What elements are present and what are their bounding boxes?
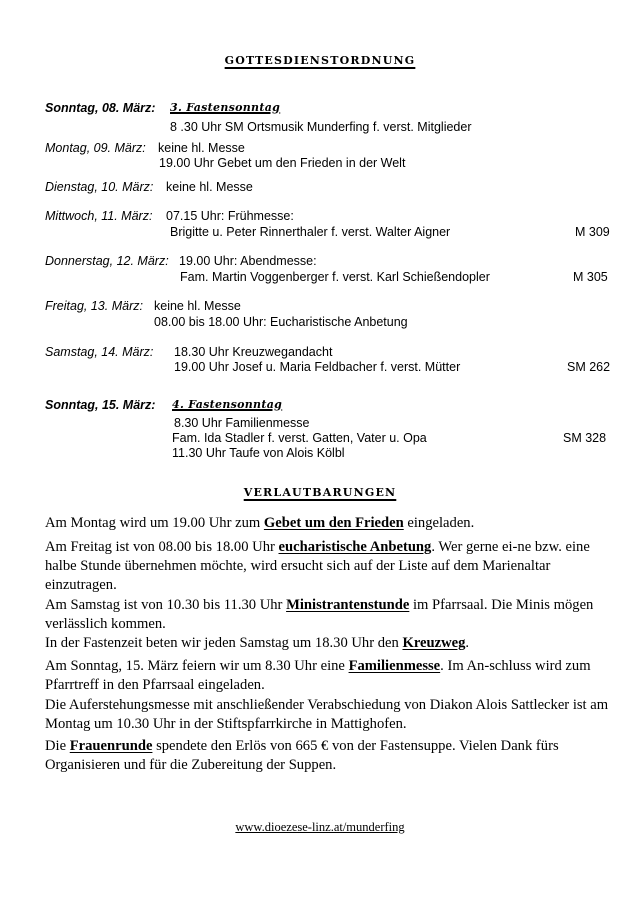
schedule-day: Mittwoch, 11. März: [45, 209, 153, 223]
schedule-day: Donnerstag, 12. März: [45, 254, 169, 268]
schedule-line: Brigitte u. Peter Rinnerthaler f. verst. Walter Aigner [170, 225, 451, 239]
schedule-special: 4. Fastensonntag [172, 398, 283, 411]
announcement: Die Auferstehungsmesse mit anschließender Verabschiedung von Diakon Alois Sattlecker ist am Montag um 10.30 Uhr in der Stiftspfarrkirche in Mattighofen. [45, 697, 609, 732]
schedule-day: Sonntag, 15. März: [45, 398, 156, 412]
schedule-line: keine hl. Messe [158, 141, 245, 155]
schedule-line: 8.30 Uhr Familienmesse [174, 416, 310, 430]
announcement: Die Frauenrunde spendete den Erlös von 665 € von der Fastensuppe. Vielen Dank fürs Organisieren und für die Zubereitung der Suppen. [45, 738, 559, 773]
schedule-line: 18.30 Uhr Kreuzwegandacht [174, 345, 333, 359]
schedule-line: keine hl. Messe [166, 180, 253, 194]
schedule-line: Fam. Ida Stadler f. verst. Gatten, Vater u. Opa [172, 431, 427, 445]
announcement-highlight: Frauenrunde [69, 738, 153, 754]
schedule-day: Freitag, 13. März: [45, 299, 143, 313]
website-link[interactable]: www.dioezese-linz.at/munderfing [235, 820, 405, 834]
schedule-line: 8 .30 Uhr SM Ortsmusik Munderfing f. verst. Mitglieder [170, 120, 472, 134]
schedule-line: Fam. Martin Voggenberger f. verst. Karl Schießendopler [180, 270, 490, 284]
schedule-line: 07.15 Uhr: Frühmesse: [166, 209, 294, 223]
announcement: In der Fastenzeit beten wir jeden Samstag um 18.30 Uhr den Kreuzweg. [45, 635, 470, 651]
announcement: Am Freitag ist von 08.00 bis 18.00 Uhr eucharistische Anbetung. Wer gerne ei-ne bzw. eine halbe Stunde übernehmen möchte, wird ersucht sich auf der Liste auf dem Marienaltar einzutragen. [45, 539, 590, 593]
announcement-highlight: Gebet um den Frieden [263, 515, 404, 531]
section-title: verlautbarungen [243, 482, 397, 500]
schedule-line: 19.00 Uhr Josef u. Maria Feldbacher f. verst. Mütter [174, 360, 461, 374]
intention-code: SM 262 [567, 360, 611, 374]
schedule-day: Dienstag, 10. März: [45, 180, 154, 194]
page-title: gottesdienstordnung [224, 50, 416, 68]
schedule-line: keine hl. Messe [154, 299, 241, 313]
intention-code: M 309 [575, 225, 610, 239]
schedule-line: 19.00 Uhr Gebet um den Frieden in der Welt [159, 156, 406, 170]
intention-code: M 305 [573, 270, 608, 284]
announcement-highlight: Kreuzweg [402, 635, 466, 651]
announcement: Am Montag wird um 19.00 Uhr zum Gebet um den Frieden eingeladen. [45, 515, 475, 531]
schedule-line: 08.00 bis 18.00 Uhr: Eucharistische Anbetung [154, 315, 408, 329]
schedule-line: 11.30 Uhr Taufe von Alois Kölbl [172, 446, 345, 460]
schedule-day: Montag, 09. März: [45, 141, 146, 155]
intention-code: SM 328 [563, 431, 607, 445]
schedule-day: Sonntag, 08. März: [45, 101, 156, 115]
announcement: Am Sonntag, 15. März feiern wir um 8.30 Uhr eine Familienmesse. Im An-schluss wird zum Pfarrtreff in den Pfarrsaal eingeladen. [45, 658, 591, 693]
schedule-special: 3. Fastensonntag [170, 101, 281, 114]
schedule-day: Samstag, 14. März: [45, 345, 154, 359]
announcement-highlight: Familienmesse [348, 658, 441, 674]
announcement-highlight: Ministrantenstunde [286, 597, 410, 613]
schedule-line: 19.00 Uhr: Abendmesse: [179, 254, 317, 268]
announcement-highlight: eucharistische Anbetung [278, 539, 432, 555]
announcement: Am Samstag ist von 10.30 bis 11.30 Uhr Ministrantenstunde im Pfarrsaal. Die Minis mögen verlässlich kommen. [45, 597, 594, 632]
